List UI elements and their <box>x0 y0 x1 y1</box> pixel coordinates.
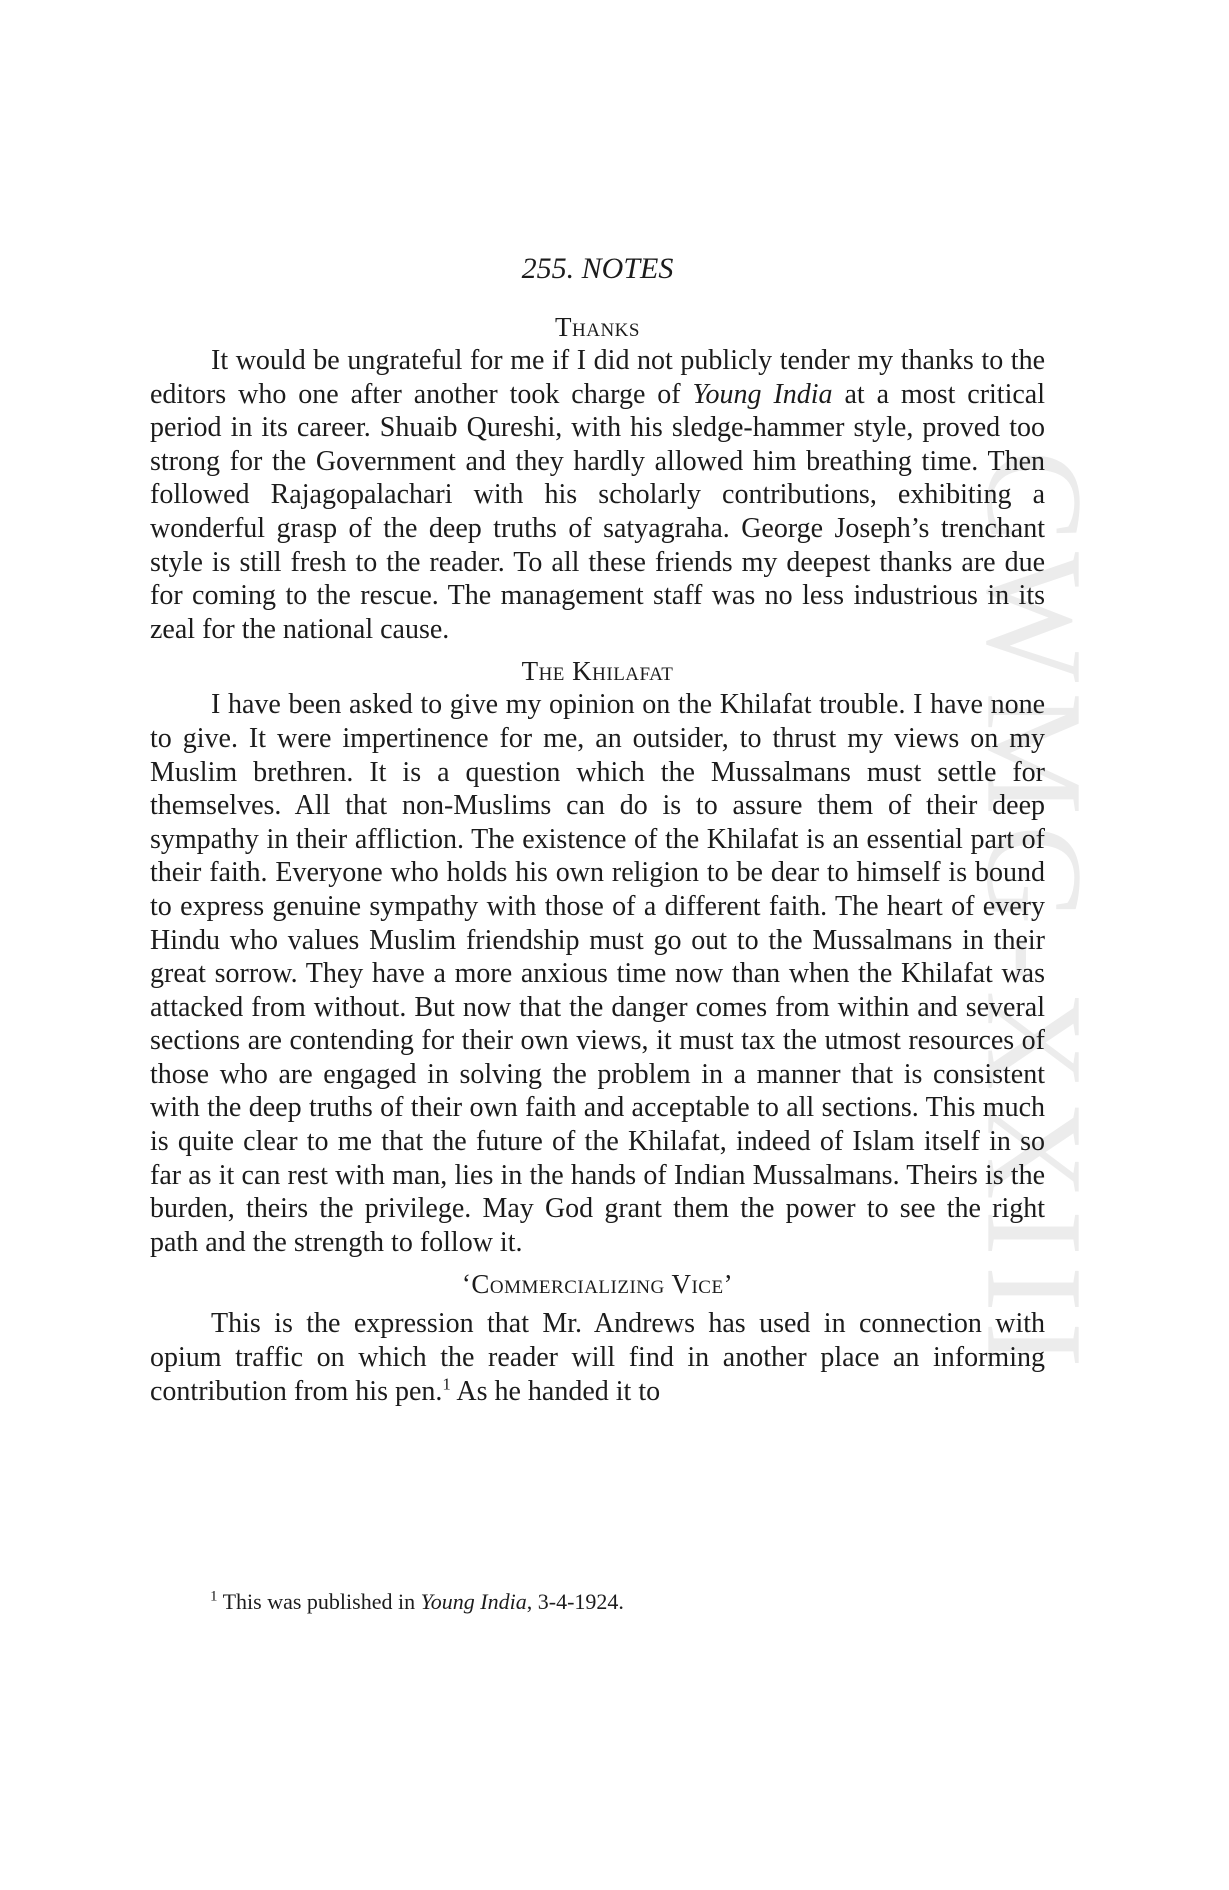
subheading-khilafat: The Khilafat <box>521 656 674 687</box>
footnote-text: This was published in <box>217 1589 421 1614</box>
text-run: at a most critical period in its career. Shuaib Qureshi, with his sledge-hammer style, proved too strong for the Government and they hardly allowed him breathing time. Then followed Rajagopalachari with his scholarly contributions, exhibiting a wonderful grasp of the deep truths of satyagraha. George Joseph’s trenchant style is still fresh to the reader. To all these friends my deepest thanks are due for coming to the rescue. The management staff was no less industrious in its zeal for the national cause. <box>150 378 1045 645</box>
subheading-commercializing-vice: ‘Commercializing Vice’ <box>461 1269 734 1300</box>
page-title: 255. NOTES <box>521 252 674 285</box>
text-run: It would be ungrateful for me if I did not publicly tender my thanks to the editors who one after another took charge of <box>150 345 1045 410</box>
subheading-thanks: Thanks <box>555 312 640 342</box>
text-run: As he handed it to <box>450 1375 661 1407</box>
footnote <box>210 1587 1060 1617</box>
main-content <box>150 248 1045 1416</box>
paragraph-thanks <box>150 344 1045 646</box>
paragraph-commercializing-vice <box>150 1307 1045 1408</box>
footnote-publication-title: Young India <box>420 1589 527 1614</box>
footnote-text: , 3-4-1924. <box>526 1589 624 1614</box>
watermark-text: CWMG-XXIII <box>958 450 1112 1378</box>
paragraph-khilafat: I have been asked to give my opinion on the Khilafat trouble. I have none to give. It were impertinence for me, an outsider, to thrust my views on my Muslim brethren. It is a question which the Mussalmans must settle for themselves. All that non-Muslims can do is to assure them of their deep sympathy in their affliction. The existence of the Khilafat is an essential part of their faith. Everyone who holds his own religion to be dear to himself is bound to express genuine sympathy with those of a different faith. The heart of every Hindu who values Muslim friendship must go out to the Mussalmans in their great sorrow. They have a more anxious time now than when the Khilafat was attacked from without. But now that the danger comes from within and several sections are contending for their own views, it must tax the utmost resources of those who are engaged in solving the problem in a manner that is consistent with the deep truths of their own faith and acceptable to all sections. This much is quite clear to me that the future of the Khilafat, indeed of Islam itself in so far as it can rest with man, lies in the hands of Indian Mussalmans. Theirs is the burden, theirs the privilege. May God grant them the power to see the right path and the strength to follow it. <box>150 689 1045 1258</box>
footnote-reference[interactable]: 1 <box>442 1374 451 1394</box>
footnote-mark: 1 <box>210 1588 218 1605</box>
text-run: This is the expression that Mr. Andrews has used in connection with opium traffic on which the reader will find in another place an informing contribution from his pen. <box>150 1308 1045 1407</box>
publication-title: Young India <box>692 378 833 410</box>
